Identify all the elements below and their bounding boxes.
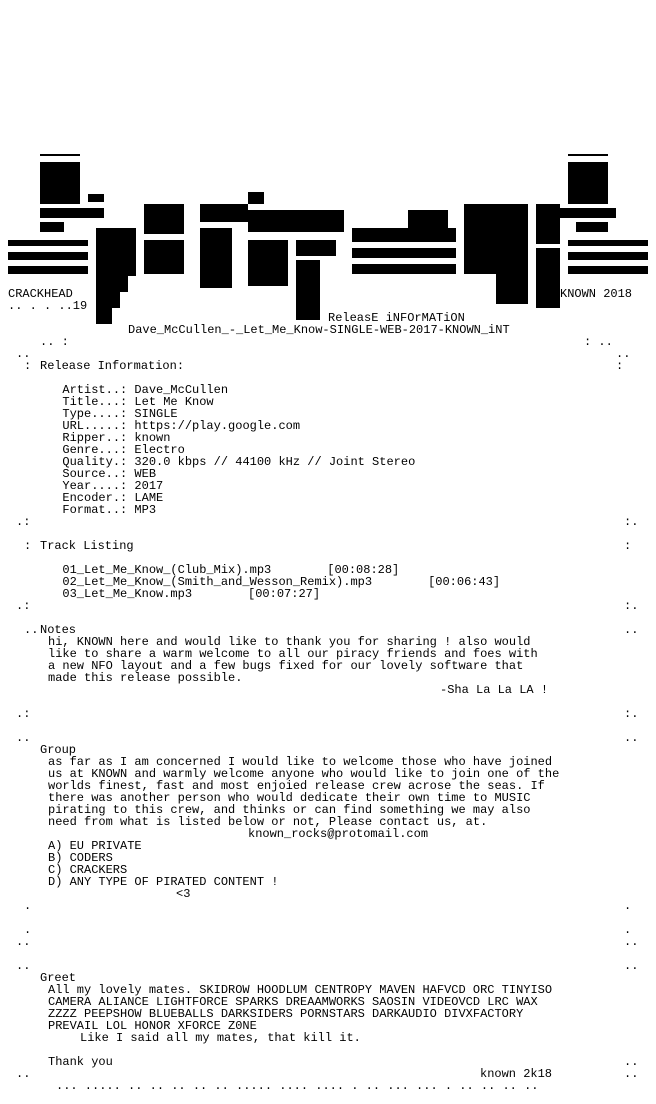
frame-dot-colon: .: [16,707,31,721]
frame-dots: .. [16,959,31,973]
notes-signature: -Sha La La LA ! [440,683,549,697]
group-line: need from what is listed below or not, Please contact us, at. [48,815,488,829]
release-info-title: ReleasE iNFOrMATiON [328,311,465,325]
field-url [48,408,301,433]
frame-dot-colon: .: [16,515,31,529]
greet-line: ZZZZ PEEPSHOW BLUEBALLS DARKSIDERS PORNSTARS DARKAUDIO DIVXFACTORY [48,1007,524,1021]
frame-dot: . [624,899,632,913]
frame-colon: : [616,359,624,373]
field-format [48,492,157,517]
field-value: SINGLE [134,407,178,421]
crew-tag-left: CRACKHEAD [8,287,73,301]
track-duration: [00:08:28] [327,563,400,577]
field-value: 320.0 kbps // 44100 kHz // Joint Stereo [134,455,416,469]
field-value: Electro [134,443,185,457]
field-label: Format..: [62,503,128,517]
field-label: Genre...: [62,443,128,457]
field-title [48,384,214,409]
group-line: worlds finest, fast and most enjoied release crew acrose the seas. If [48,779,545,793]
field-value: Dave_McCullen [134,383,229,397]
frame-dots: .. [24,623,39,637]
greet-signature: known 2k18 [480,1067,553,1081]
track-row [48,564,501,589]
frame-colon: : [24,539,32,553]
field-ripper [48,420,171,445]
group-want: C) CRACKERS [48,863,128,877]
field-label: Source..: [62,467,128,481]
track-duration: [00:07:27] [248,587,321,601]
frame-dot: . [24,899,32,913]
group-want: B) CODERS [48,851,113,865]
field-year [48,468,164,493]
logo-dots: .. . . ..19 [8,299,88,313]
group-want: D) ANY TYPE OF PIRATED CONTENT ! [48,875,279,889]
field-source [48,456,157,481]
field-label: Ripper..: [62,431,128,445]
frame-colon-dot: :. [624,599,639,613]
group-line: there was another person who would dedicate their own time to MUSIC [48,791,531,805]
track-file: 01_Let_Me_Know_(Club_Mix).mp3 [62,563,272,577]
field-value: known [134,431,171,445]
section-heading-group: Group [40,743,77,757]
field-label: URL.....: [62,419,128,433]
field-label: Encoder.: [62,491,128,505]
track-row [48,552,400,577]
field-label: Quality.: [62,455,128,469]
greet-line: CAMERA ALIANCE LIGHTFORCE SPARKS DREAAMWORKS SAOSIN VIDEOVCD LRC WAX [48,995,538,1009]
section-heading-greet: Greet [40,971,77,985]
section-heading-tracks: Track Listing [40,539,134,553]
field-value: WEB [134,467,157,481]
section-heading-notes: Notes [40,623,77,637]
notes-line: made this release possible. [48,671,243,685]
frame-dots: .. [624,935,639,949]
release-name: Dave_McCullen_-_Let_Me_Know-SINGLE-WEB-2017-KNOWN_iNT [128,323,510,337]
crew-tag-right: KNOWN 2018 [560,287,633,301]
group-line: us at KNOWN and warmly welcome anyone who would like to join one of the [48,767,560,781]
thanks-text: Thank you [48,1055,113,1069]
group-email: known_rocks@protomail.com [248,827,429,841]
notes-line: like to share a warm welcome to all our piracy friends and foes with [48,647,538,661]
frame-bracket-right: : .. [584,335,613,349]
frame-bracket-left: .. : [40,335,69,349]
frame-dots: .. [16,1067,31,1081]
track-file: 02_Let_Me_Know_(Smith_and_Wesson_Remix).mp3 [62,575,373,589]
field-label: Year....: [62,479,128,493]
field-artist [48,372,229,397]
frame-dots: .. [624,1055,639,1069]
group-line: as far as I am concerned I would like to welcome those who have joined [48,755,553,769]
frame-dots: .. [624,623,639,637]
field-value: https://play.google.com [134,419,301,433]
field-encoder [48,480,164,505]
frame-dots: .. [624,731,639,745]
frame-dots: .. [624,1067,639,1081]
group-want: A) EU PRIVATE [48,839,142,853]
notes-line: hi, KNOWN here and would like to thank you for sharing ! also would [48,635,531,649]
field-label: Artist..: [62,383,128,397]
frame-colon-dot: :. [624,515,639,529]
field-genre [48,432,185,457]
frame-dots: .. [616,347,631,361]
track-duration: [00:06:43] [428,575,501,589]
frame-dot: . [624,923,632,937]
section-heading-release: Release Information: [40,359,185,373]
frame-dot: . [24,923,32,937]
heart-text: <3 [176,887,191,901]
frame-dot-colon: .: [16,599,31,613]
frame-dots: .. [16,347,31,361]
frame-dots: .. [16,935,31,949]
frame-colon: : [24,359,32,373]
field-label: Title...: [62,395,128,409]
frame-dots: .. [16,731,31,745]
field-value: Let Me Know [134,395,214,409]
field-quality [48,444,416,469]
greet-line: All my lovely mates. SKIDROW HOODLUM CENTROPY MAVEN HAFVCD ORC TINYISO [48,983,553,997]
group-line: pirating to this crew, and thinks or can find something we may also [48,803,531,817]
footer-dots: ... ..... .. .. .. .. .. ..... .... .... . .. ... ... . .. .. .. .. [56,1079,539,1093]
track-file: 03_Let_Me_Know.mp3 [62,587,193,601]
field-label: Type....: [62,407,128,421]
frame-colon: : [624,539,632,553]
greet-closing: Like I said all my mates, that kill it. [80,1031,361,1045]
notes-line: a new NFO layout and a few bugs fixed for our lovely software that [48,659,524,673]
field-value: MP3 [134,503,157,517]
frame-colon-dot: :. [624,707,639,721]
field-value: 2017 [134,479,164,493]
field-value: LAME [134,491,164,505]
frame-dots: .. [624,959,639,973]
track-row [48,576,321,601]
greet-line: PREVAIL LOL HONOR XFORCE Z0NE [48,1019,257,1033]
